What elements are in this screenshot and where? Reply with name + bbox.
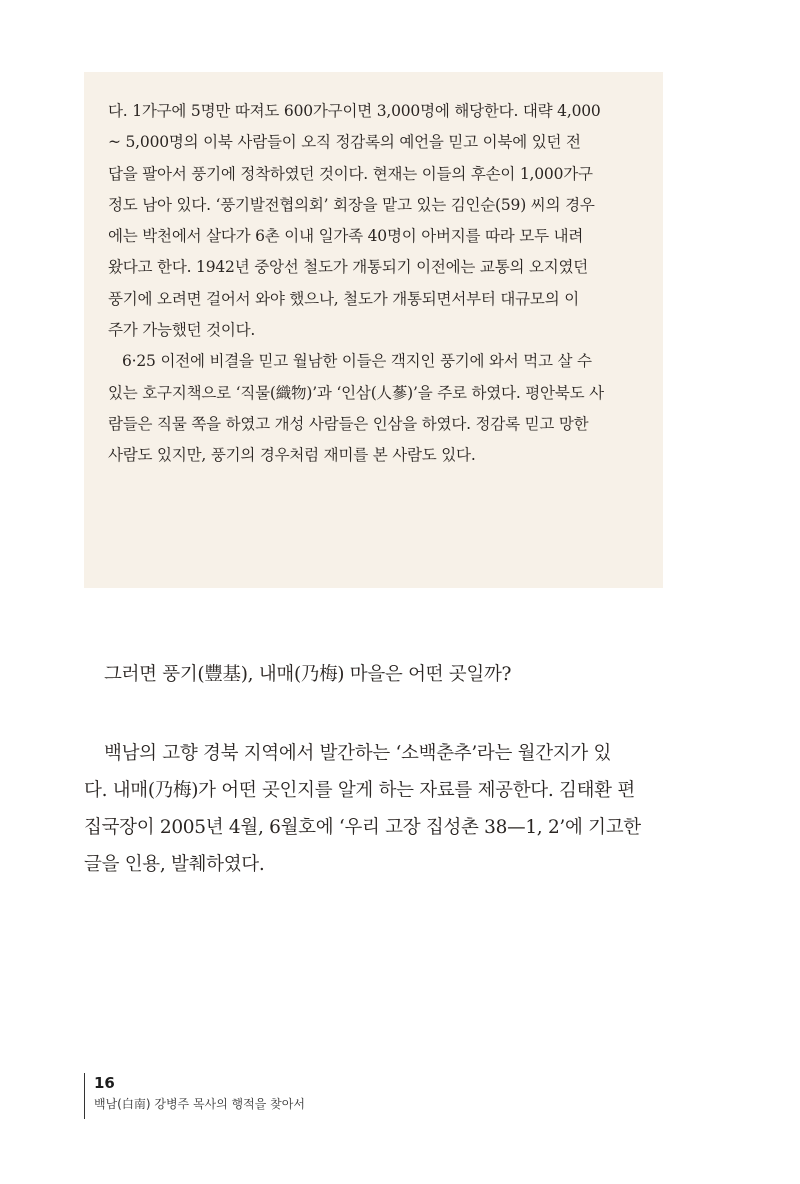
quote-line: 정도 남아 있다. ‘풍기발전협의회’ 회장을 맡고 있는 김인순(59) 씨의 경우 [108, 195, 595, 214]
paragraph-line: 글을 인용, 발췌하였다. [84, 854, 265, 875]
body-paragraph [84, 735, 664, 883]
quotation-box [84, 72, 663, 588]
quote-line: 답을 팔아서 풍기에 정착하였던 것이다. 현재는 이들의 후손이 1,000가구 [108, 164, 593, 183]
quote-line: 에는 박천에서 살다가 6촌 이내 일가족 40명이 아버지를 따라 모두 내려 [108, 227, 584, 246]
quote-line: 람들은 직물 쪽을 하였고 개성 사람들은 인삼을 하였다. 정감록 믿고 망한 [108, 414, 589, 433]
quote-line: 사람도 있지만, 풍기의 경우처럼 재미를 본 사람도 있다. [108, 446, 476, 465]
page-number: 16 [94, 1074, 115, 1092]
question-heading [84, 656, 664, 693]
page-footer [84, 1073, 305, 1119]
quote-line: 왔다고 한다. 1942년 중앙선 철도가 개통되기 이전에는 교통의 오지였던 [108, 258, 589, 277]
paragraph-line: 집국장이 2005년 4월, 6월호에 ‘우리 고장 집성촌 38—1, 2’에 기고한 [84, 817, 641, 838]
running-title: 백남(白南) 강병주 목사의 행적을 찾아서 [94, 1097, 305, 1111]
quote-line: 주가 가능했던 것이다. [108, 321, 256, 340]
quote-line: 6·25 이전에 비결을 믿고 월남한 이들은 객지인 풍기에 와서 먹고 살 수 [122, 352, 592, 371]
paragraph-line: 백남의 고향 경북 지역에서 발간하는 ‘소백춘추’라는 월간지가 있 [104, 743, 612, 764]
quote-line: 다. 1가구에 5명만 따져도 600가구이면 3,000명에 해당한다. 대략 4,000 [108, 102, 601, 120]
quote-line: 풍기에 오려면 걸어서 와야 했으나, 철도가 개통되면서부터 대규모의 이 [108, 289, 579, 308]
paragraph-line: 다. 내매(乃梅)가 어떤 곳인지를 알게 하는 자료를 제공한다. 김태환 편 [84, 780, 635, 801]
quote-line: 있는 호구지책으로 ‘직물(織物)’과 ‘인삼(人蔘)’을 주로 하였다. 평안북도 사 [108, 383, 604, 402]
question-text: 그러면 풍기(豐基), 내매(乃梅) 마을은 어떤 곳일까? [104, 664, 512, 685]
quote-line: ~ 5,000명의 이북 사람들이 오직 정감록의 예언을 믿고 이북에 있던 전 [108, 133, 581, 152]
